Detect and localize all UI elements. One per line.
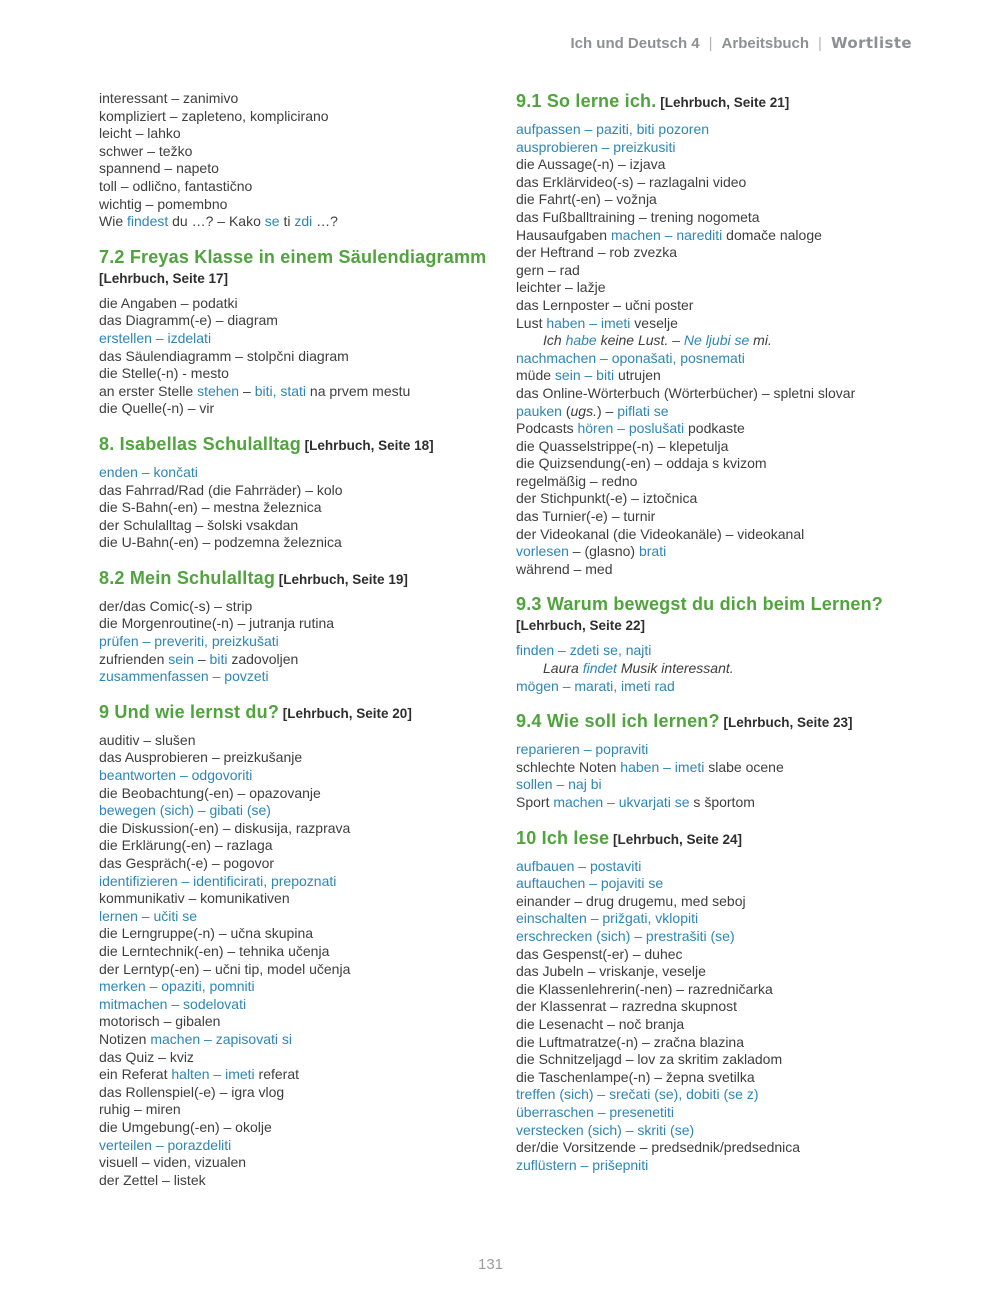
page-number: 131 [477, 1256, 504, 1273]
vocab-entry: das Quiz – kviz [99, 1048, 194, 1065]
vocab-entry: mögen – marati, imeti rad [516, 677, 675, 694]
vocab-entry: müde sein – biti utrujen [516, 367, 661, 384]
section-title: 8.2 Mein Schulalltag [99, 567, 276, 588]
vocab-entry: das Ausprobieren – preizkušanje [99, 749, 303, 766]
vocab-entry: schlechte Noten haben – imeti slabe ocene [516, 758, 784, 775]
vocab-section [516, 90, 928, 578]
vocab-entry: ein Referat halten – imeti referat [99, 1066, 300, 1083]
header-series-title: Ich und Deutsch 4 [570, 35, 700, 52]
vocab-entry: das Lernposter – učni poster [516, 296, 694, 313]
vocab-entry: nachmachen – oponašati, posnemati [516, 349, 745, 366]
section-heading [516, 710, 928, 734]
vocab-entry: merken – opaziti, pomniti [99, 978, 255, 995]
vocab-section [99, 90, 501, 231]
vocab-entry: die Angaben – podatki [99, 294, 238, 311]
vocab-entry: die Quizsendung(-en) – oddaja s kvizom [516, 455, 767, 472]
vocab-entry: sollen – naj bi [516, 776, 602, 793]
vocab-entry: das Gespenst(-er) – duhec [516, 945, 683, 962]
vocab-section [99, 433, 501, 552]
header-divider: | [818, 35, 822, 52]
section-book-reference: [Lehrbuch, Seite 20] [279, 705, 412, 721]
vocab-entry: die Erklärung(-en) – razlaga [99, 837, 273, 854]
section-heading [516, 593, 928, 616]
vocab-entry: lernen – učiti se [99, 907, 198, 924]
section-book-reference: [Lehrbuch, Seite 19] [275, 571, 408, 587]
section-title: 8. Isabellas Schulalltag [99, 433, 301, 454]
section-title: 10 Ich lese [516, 827, 610, 848]
vocab-entry: aufbauen – postaviti [516, 857, 642, 874]
vocab-entry: spannend – napeto [99, 160, 219, 177]
vocab-entry: mitmachen – sodelovati [99, 995, 247, 1012]
vocab-entry: das Fußballtraining – trening nogometa [516, 208, 760, 225]
vocab-entry: die Schnitzeljagd – lov za skritim zakladom [516, 1051, 783, 1068]
section-heading [516, 90, 928, 114]
vocab-entry: prüfen – preveriti, preizkušati [99, 633, 279, 650]
vocab-entry: erstellen – izdelati [99, 329, 212, 346]
vocab-entry: das Rollenspiel(-e) – igra vlog [99, 1083, 285, 1100]
vocab-entry: motorisch – gibalen [99, 1013, 221, 1030]
vocab-entry: die Morgenroutine(-n) – jutranja rutina [99, 615, 335, 632]
vocab-entry: die Lerntechnik(-en) – tehnika učenja [99, 942, 330, 959]
vocab-entry: die Klassenlehrerin(-nen) – razredničarka [516, 980, 773, 997]
vocab-entry: die Quasselstrippe(-n) – klepetulja [516, 437, 729, 454]
vocab-entry: aufpassen – paziti, biti pozoren [516, 121, 710, 137]
vocab-entry: reparieren – popraviti [516, 741, 649, 758]
vocab-entry: die Lesenacht – noč branja [516, 1015, 685, 1032]
vocab-entry: visuell – viden, vizualen [99, 1154, 247, 1171]
vocab-entry: der Heftrand – rob zvezka [516, 244, 678, 261]
vocab-entry: verstecken (sich) – skriti (se) [516, 1121, 695, 1138]
vocab-entry: Wie findest du …? – Kako se ti zdi …? [99, 213, 338, 230]
vocab-entry: die Fahrt(-en) – vožnja [516, 191, 657, 208]
vocab-entry: finden – zdeti se, najti [516, 642, 652, 659]
vocab-entry: schwer – težko [99, 142, 193, 159]
page-footer [0, 1256, 981, 1273]
vocab-entry: der Schulalltag – šolski vsakdan [99, 516, 299, 533]
vocab-entry: die S-Bahn(-en) – mestna železnica [99, 499, 322, 516]
vocab-entry: an erster Stelle stehen – biti, stati na prvem mestu [99, 382, 411, 399]
vocab-entry: der Zettel – listek [99, 1171, 206, 1188]
vocab-entry: enden – končati [99, 463, 198, 480]
vocab-entry: die Beobachtung(-en) – opazovanje [99, 784, 321, 801]
vocab-entry: das Online-Wörterbuch (Wörterbücher) – spletni slovar [516, 384, 856, 401]
vocab-entry: vorlesen – (glasno) brati [516, 543, 667, 560]
vocab-entry: leicht – lahko [99, 125, 181, 142]
vocab-entry: verteilen – porazdeliti [99, 1136, 232, 1153]
section-title: 9.4 Wie soll ich lernen? [516, 711, 720, 732]
vocab-section [99, 701, 501, 1189]
vocab-entry: leichter – lažje [516, 279, 606, 296]
vocab-entry: einschalten – prižgati, vklopiti [516, 910, 699, 927]
vocab-entry: ausprobieren – preizkusiti [516, 138, 676, 155]
vocab-entry: der Videokanal (die Videokanäle) – videokanal [516, 525, 805, 542]
vocab-entry: die Diskussion(-en) – diskusija, razprava [99, 819, 351, 836]
vocab-entry: regelmäßig – redno [516, 472, 638, 489]
vocab-section [516, 593, 928, 695]
vocab-entry: die Umgebung(-en) – okolje [99, 1118, 272, 1135]
section-heading [99, 246, 501, 269]
vocab-entry: wichtig – pomembno [99, 195, 228, 212]
right-column [516, 90, 928, 1174]
section-book-reference: [Lehrbuch, Seite 23] [719, 715, 853, 731]
vocab-entry: Podcasts hören – poslušati podkaste [516, 420, 745, 437]
vocab-entry: bewegen (sich) – gibati (se) [99, 802, 271, 819]
vocab-entry: kompliziert – zapleteno, komplicirano [99, 107, 329, 124]
vocab-entry: treffen (sich) – srečati (se), dobiti (se z) [516, 1086, 759, 1103]
vocab-entry: zuflüstern – prišepniti [516, 1156, 649, 1173]
left-column [99, 90, 501, 1189]
vocab-entry: die Lerngruppe(-n) – učna skupina [99, 925, 314, 942]
vocab-entry: die Taschenlampe(-n) – žepna svetilka [516, 1068, 755, 1085]
vocab-entry: die Aussage(-n) – izjava [516, 156, 666, 173]
vocab-entry: gern – rad [516, 261, 580, 278]
section-book-reference: [Lehrbuch, Seite 24] [609, 831, 743, 847]
vocab-entry: die Quelle(-n) – vir [99, 400, 215, 417]
example-sentence: Laura findet Musik interessant. [543, 660, 734, 677]
vocab-entry: das Jubeln – vriskanje, veselje [516, 963, 706, 980]
vocab-section [99, 246, 501, 418]
vocab-entry: identifizieren – identificirati, prepoznati [99, 872, 337, 889]
section-title: 9 Und wie lernst du? [99, 701, 280, 722]
vocab-entry: der Stichpunkt(-e) – iztočnica [516, 490, 698, 507]
section-heading [99, 701, 501, 725]
vocab-entry: das Säulendiagramm – stolpčni diagram [99, 347, 349, 364]
vocab-entry: toll – odlično, fantastično [99, 177, 253, 194]
section-title: 9.3 Warum bewegst du dich beim Lernen? [516, 594, 883, 615]
vocab-entry: der/das Comic(-s) – strip [99, 597, 253, 614]
section-heading [99, 567, 501, 591]
vocab-entry: beantworten – odgovoriti [99, 767, 253, 784]
vocab-section [516, 710, 928, 811]
vocab-section [516, 827, 928, 1175]
vocab-entry: das Erklärvideo(-s) – razlagalni video [516, 173, 747, 190]
vocab-entry: Lust haben – imeti veselje [516, 314, 678, 331]
vocab-entry: Notizen machen – zapisovati si [99, 1030, 292, 1047]
vocab-entry: das Diagramm(-e) – diagram [99, 312, 278, 329]
vocab-entry: pauken (ugs.) – piflati se [516, 402, 669, 419]
section-heading [516, 827, 928, 851]
header-book-type: Arbeitsbuch [721, 35, 810, 52]
vocab-entry: die Stelle(-n) - mesto [99, 365, 229, 382]
vocab-section [99, 567, 501, 686]
section-book-reference: [Lehrbuch, Seite 18] [300, 437, 434, 453]
header-section-name: Wortliste [830, 34, 912, 52]
vocab-entry: das Turnier(-e) – turnir [516, 508, 656, 525]
vocab-entry: Hausaufgaben machen – narediti domače naloge [516, 226, 822, 243]
section-heading [99, 433, 501, 457]
vocab-entry: interessant – zanimivo [99, 90, 239, 106]
vocab-entry: auditiv – slušen [99, 731, 196, 748]
vocab-entry: der Lerntyp(-en) – učni tip, model učenja [99, 960, 351, 977]
vocab-entry: die Luftmatratze(-n) – zračna blazina [516, 1033, 744, 1050]
vocab-entry: überraschen – presenetiti [516, 1103, 674, 1120]
example-sentence: Ich habe keine Lust. – Ne ljubi se mi. [543, 332, 772, 349]
page-header [570, 34, 912, 52]
header-divider: | [708, 35, 713, 52]
vocab-entry: zusammenfassen – povzeti [99, 668, 269, 685]
section-title: 7.2 Freyas Klasse in einem Säulendiagramm [99, 246, 487, 267]
vocab-entry: der/die Vorsitzende – predsednik/predsednica [516, 1139, 801, 1156]
section-book-reference: [Lehrbuch, Seite 22] [516, 618, 646, 634]
section-title: 9.1 So lerne ich. [516, 91, 657, 111]
vocab-entry: Sport machen – ukvarjati se s športom [516, 794, 755, 810]
vocab-entry: einander – drug drugemu, med seboj [516, 892, 746, 909]
vocab-entry: das Gespräch(-e) – pogovor [99, 855, 275, 871]
vocab-entry: die U-Bahn(-en) – podzemna železnica [99, 534, 342, 551]
vocab-entry: während – med [516, 560, 613, 577]
vocab-entry: zufrienden sein – biti zadovoljen [99, 650, 299, 667]
vocab-entry: kommunikativ – komunikativen [99, 890, 290, 907]
vocab-entry: ruhig – miren [99, 1101, 181, 1118]
section-book-reference: [Lehrbuch, Seite 17] [99, 270, 229, 286]
vocab-entry: der Klassenrat – razredna skupnost [516, 998, 738, 1015]
section-book-reference: [Lehrbuch, Seite 21] [656, 95, 790, 110]
vocab-entry: auftauchen – pojaviti se [516, 875, 664, 892]
vocab-entry: das Fahrrad/Rad (die Fahrräder) – kolo [99, 481, 343, 498]
vocab-entry: erschrecken (sich) – prestrašiti (se) [516, 927, 735, 944]
